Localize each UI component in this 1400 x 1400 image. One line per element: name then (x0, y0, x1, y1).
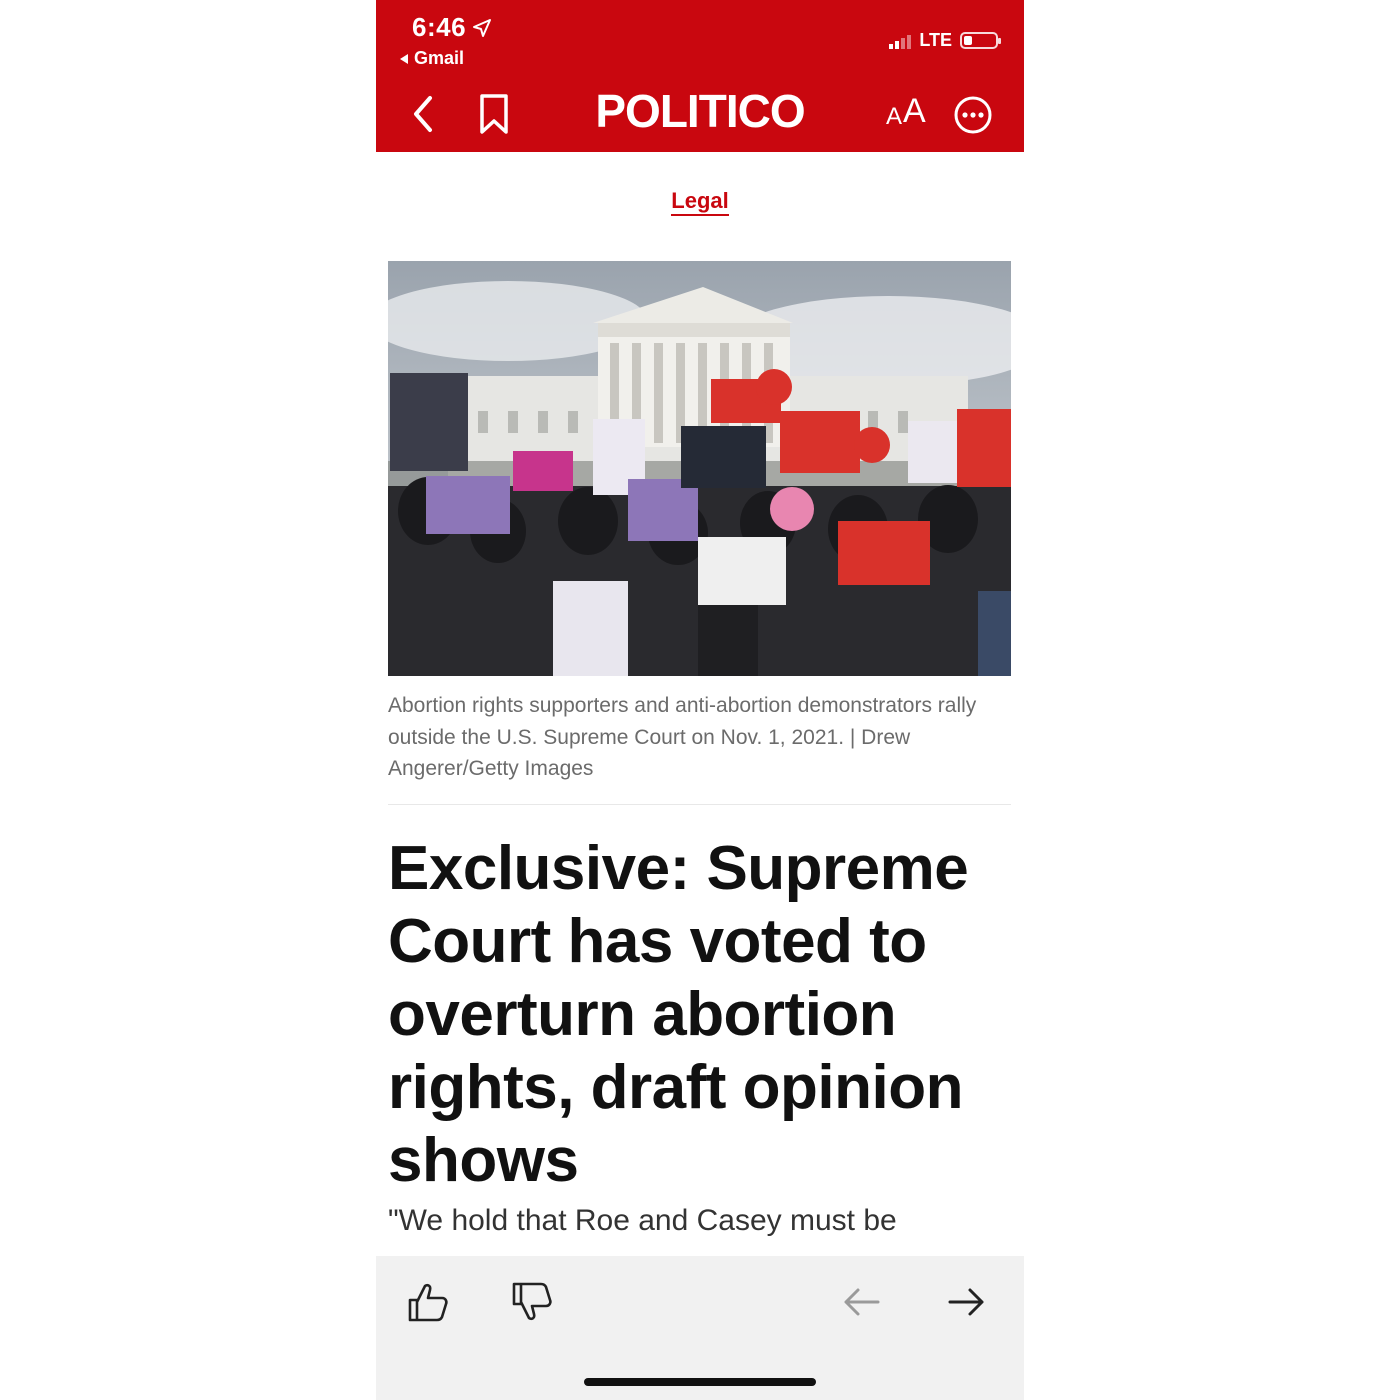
network-label: LTE (919, 30, 952, 50)
font-size-button[interactable] (886, 92, 926, 131)
photo-caption: Abortion rights supporters and anti-abortion demonstrators rally outside the U.S. Supreme Court on Nov. 1, 2021. | Drew Angerer/Getty Images (388, 694, 977, 780)
back-app-label: Gmail (414, 48, 465, 68)
section-link[interactable] (376, 188, 1024, 214)
home-indicator[interactable] (584, 1378, 816, 1386)
thumbs-down-icon[interactable] (508, 1278, 556, 1326)
status-indicators (889, 30, 998, 51)
arrow-left-icon[interactable] (838, 1278, 886, 1326)
phone-screen (376, 0, 1024, 1400)
article-headline: Exclusive: Supreme Court has voted to overturn abortion rights, draft opinion shows (388, 834, 969, 1195)
arrow-right-icon[interactable] (942, 1278, 990, 1326)
section-label: Legal (671, 188, 728, 216)
more-icon[interactable] (952, 94, 994, 136)
back-to-app[interactable] (398, 48, 464, 69)
divider (388, 804, 1011, 805)
battery-icon (960, 32, 998, 49)
font-size-small-label: A (886, 103, 903, 130)
status-time-text: 6:46 (412, 12, 467, 42)
photo-illustration (388, 261, 1011, 676)
status-time (412, 12, 492, 43)
signal-icon (889, 33, 911, 49)
font-size-large-label: A (903, 92, 926, 130)
article-photo (388, 261, 1011, 676)
location-arrow-icon (472, 18, 492, 38)
app-header (376, 0, 1024, 152)
article-dek: "We hold that Roe and Casey must be (388, 1204, 897, 1237)
brand-logo: POLITICO (595, 85, 805, 137)
thumbs-up-icon[interactable] (404, 1278, 452, 1326)
back-triangle-icon (398, 53, 410, 65)
